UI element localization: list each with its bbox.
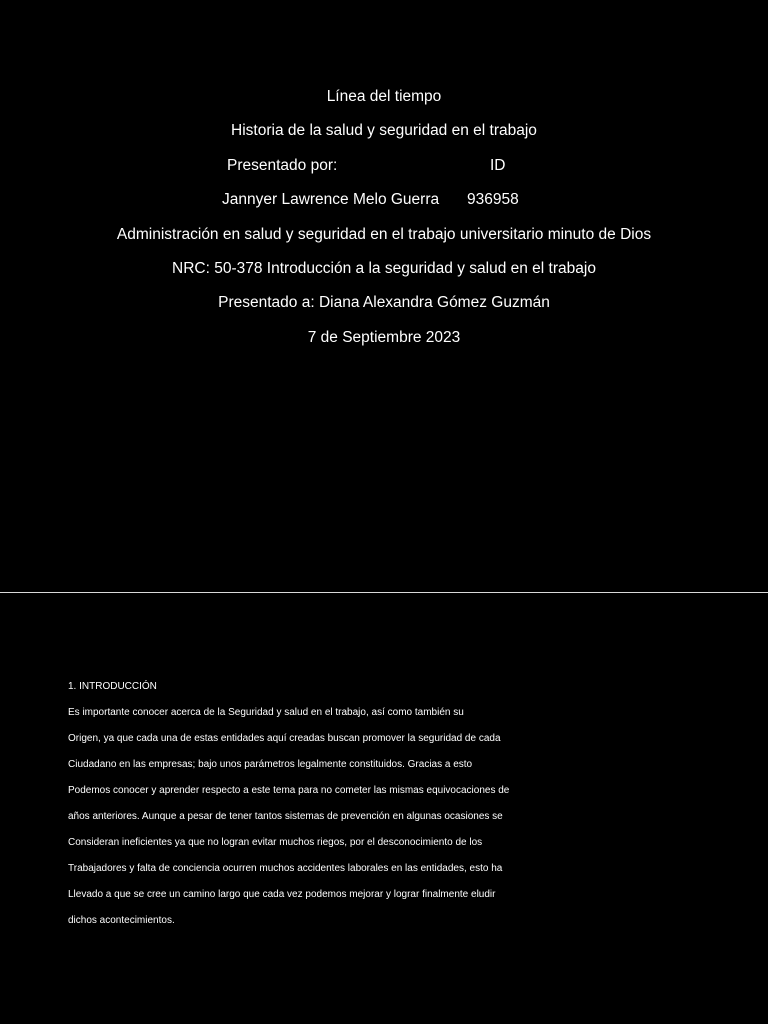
course-name: NRC: 50-378 Introducción a la seguridad y salud en el trabajo — [172, 260, 596, 277]
cover-block — [0, 80, 768, 355]
introduction-section — [68, 674, 708, 934]
presented-by-label: Presentado por: — [227, 156, 338, 174]
paragraph-line: Llevado a que se cree un camino largo que cada vez podemos mejorar y lograr finalmente eludir — [68, 889, 496, 900]
presented-by-row — [0, 149, 768, 183]
paragraph-line: años anteriores. Aunque a pesar de tener tantos sistemas de prevención en algunas ocasiones se — [68, 811, 503, 822]
paragraph-line: Consideran ineficientes ya que no logran evitar muchos riegos, por el desconocimiento de los — [68, 837, 483, 848]
section-heading: 1. INTRODUCCIÓN — [68, 681, 157, 692]
author-name: Jannyer Lawrence Melo Guerra — [222, 191, 440, 209]
presented-to: Presentado a: Diana Alexandra Gómez Guzmán — [218, 294, 550, 312]
document-date: 7 de Septiembre 2023 — [307, 328, 461, 346]
paragraph-line: Origen, ya que cada una de estas entidades aquí creadas buscan promover la seguridad de cada — [68, 733, 501, 744]
program-name: Administración en salud y seguridad en el trabajo universitario minuto de Dios — [116, 225, 652, 243]
document-title: Línea del tiempo — [326, 88, 442, 105]
paragraph-line: Ciudadano en las empresas; bajo unos parámetros legalmente constituidos. Gracias a esto — [68, 759, 473, 770]
author-id: 936958 — [467, 191, 519, 209]
paragraph-line: Podemos conocer y aprender respecto a este tema para no cometer las mismas equivocaciones de — [68, 785, 510, 796]
paragraph-line: Es importante conocer acerca de la Seguridad y salud en el trabajo, así como también su — [68, 707, 464, 718]
paragraph-line: dichos acontecimientos. — [68, 915, 175, 926]
document-subtitle: Historia de la salud y seguridad en el trabajo — [231, 122, 537, 140]
paragraph-line: Trabajadores y falta de conciencia ocurren muchos accidentes laborales en las entidades, esto ha — [68, 863, 503, 874]
author-row — [0, 183, 768, 217]
id-column-label: ID — [490, 156, 506, 174]
